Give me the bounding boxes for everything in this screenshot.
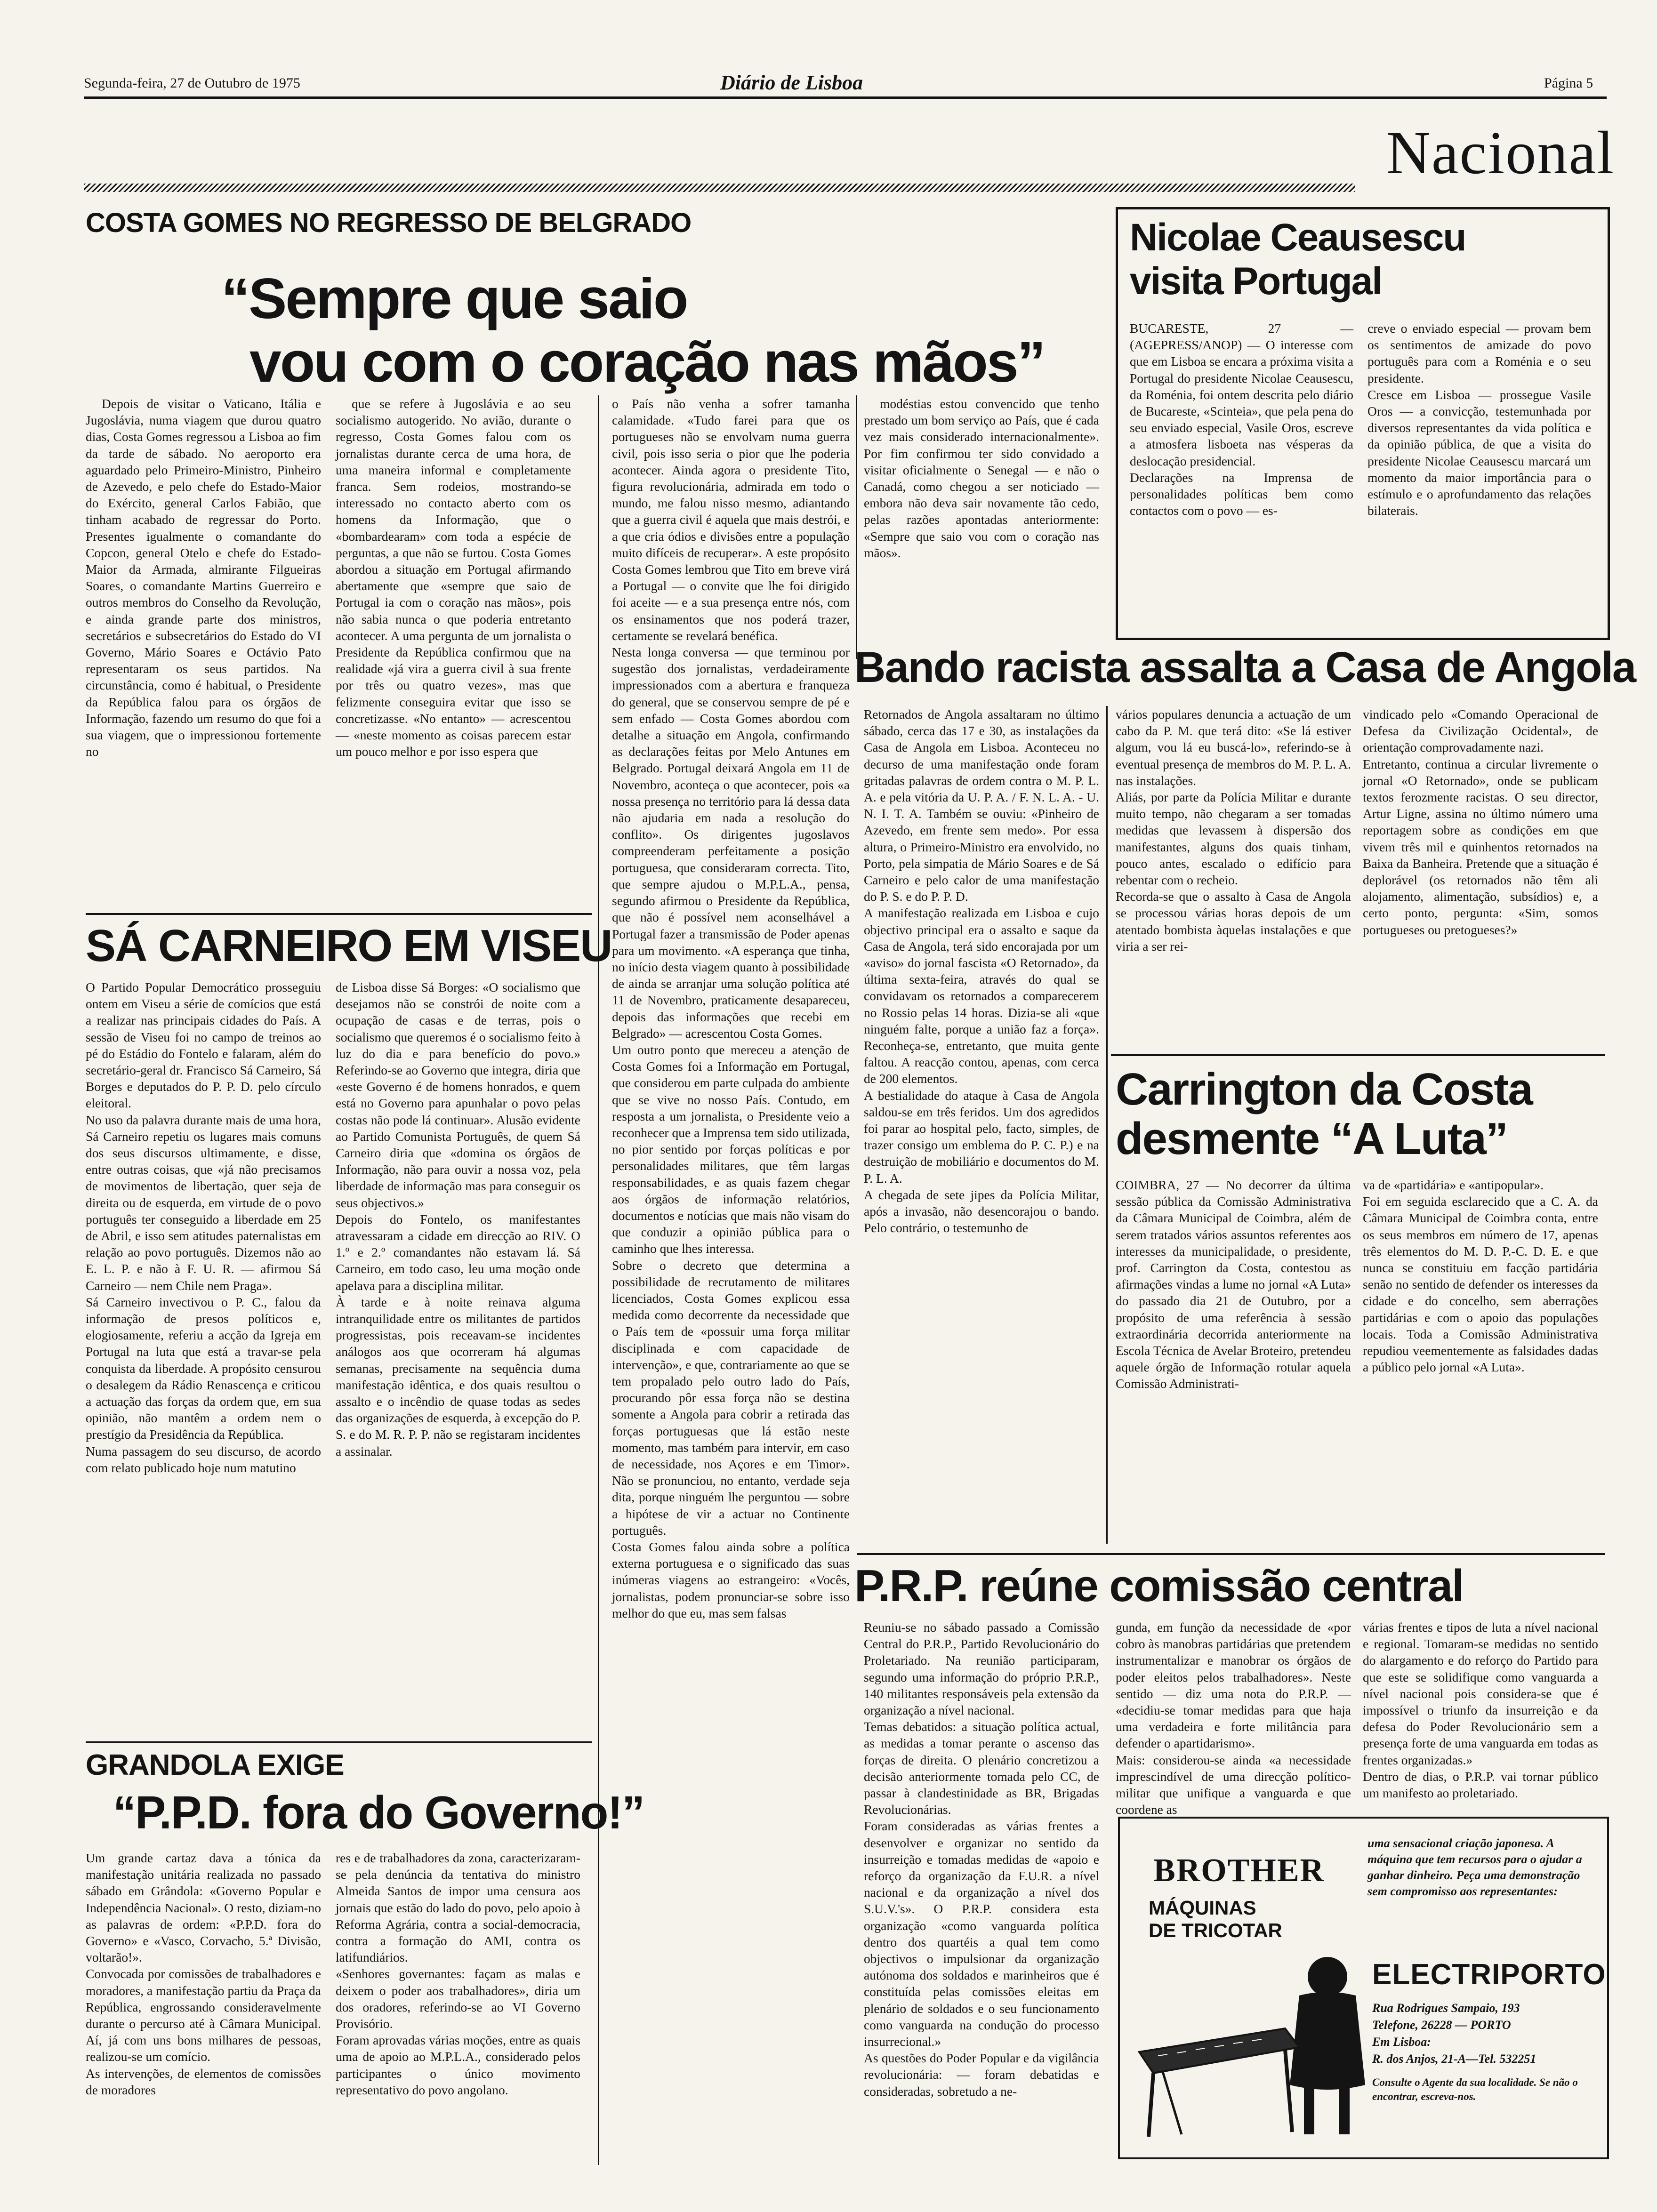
ceausescu-headline-1: Nicolae Ceausescu: [1130, 216, 1466, 259]
knitting-machine-illustration: [1130, 1948, 1393, 2146]
costa-gomes-col-2: que se refere à Jugoslávia e ao seu socialismo autogerido. No avião, durante o regresso, Costa Gomes falou com os jornalistas durante cerca de uma hora, de uma maneira informal e completamente franca. Sem rodeios, mostrando-se interessado no contacto aberto com os homens da Informação, que o «bombardearam» com toda a espécie de perguntas, a que não se furtou. Costa Gomes abordou a situação em Portugal afirmando abertamente que «sempre que saio de Portugal ia com o coração nas mãos», pois não sabia nunca o que poderia entretanto acontecer. A uma pergunta de um jornalista o Presidente da República confirmou que na realidade «já vira a guerra civil à sua frente por três ou quatro vezes», mas que felizmente conseguira evitar que isso se concretizasse. «No entanto» — acrescentou — «neste momento as coisas parecem estar um pouco melhor e por isso espera que: [336, 396, 571, 759]
grandola-col-2: res e de trabalhadores da zona, caracterizaram-se pela denúncia da tentativa do ministro Almeida Santos de impor uma censura aos jornais que estão do lado do povo, pelo apoio à Reforma Agrária, contra a social-democracia, contra a formação do AMI, contra os latifundiários. «Senhores governantes: façam as malas e deixem o poder aos trabalhadores», diria um dos oradores, referindo-se ao VI Governo Provisório. Foram aprovadas várias moções, entre as quais uma de apoio ao M.P.L.A., considerado pelos participantes o único movimento representativo do povo angolano.: [336, 1851, 580, 2097]
ceausescu-col-2: creve o enviado especial — provam bem os sentimentos de amizade do povo português para com a Roménia e o seu presidente. Cresce em Lisboa — prossegue Vasile Oros — a convicção, testemunhada por diversos representantes da vida política e da opinião pública, de que a visita do presidente Nicolae Ceausescu marcará um momento da maior importância para o estímulo e o aprofundamento das relações bilaterais.: [1367, 321, 1591, 518]
prp-col-1: Reuniu-se no sábado passado a Comissão Central do P.R.P., Partido Revolucionário do Proletariado. Na reunião participaram, segundo uma informação do próprio P.R.P., 140 militantes responsáveis pela extensão da organização a nível nacional. Temas debatidos: a situação política actual, as medidas a tomar perante o ascenso das forças de direita. O plenário concretizou a decisão anteriormente tomada pelo CC, de passar à clandestinidade as BR, Brigadas Revolucionárias. Foram consideradas as várias frentes a desenvolver e organizar no sentido da insurreição e tomadas medidas de «apoio e reforço da organização da F.U.R. a nível nacional e da organização a nível dos S.U.V.'s». O P.R.P. considera esta organização «como vanguarda política dentro dos quartéis a qual tem como objectivos o impulsionar da organização autónoma dos soldados e marinheiros que é constituída pelas comissões eleitas em plenário de soldados e o seu funcionamento como vanguarda na condução do processo insurrecional.» As questões do Poder Popular e da vigilância revolucionária: — foram debatidas e consideradas, sobretudo a ne-: [864, 1620, 1099, 2099]
carrington-headline-1: Carrington da Costa: [1116, 1064, 1532, 1114]
prp-headline: P.R.P. reúne comissão central: [854, 1561, 1464, 1611]
advert-brand: BROTHER: [1153, 1852, 1325, 1889]
grandola-col-1: Um grande cartaz dava a tónica da manifestação unitária realizada no passado sábado em Grândola: «Governo Popular e Independência Nacional». O resto, diziam-no as palavras de ordem: «P.P.D. fora do Governo» e «Vasco, Corvacho, 5.ª Divisão, voltarão!». Convocada por comissões de trabalhadores e moradores, a manifestação partiu da Praça da República, engrossando consideravelmente durante o percurso até à Câmara Municipal. Aí, já com uns bons milhares de pessoas, realizou-se um comício. As intervenções, de elementos de comissões de moradores: [86, 1851, 321, 2097]
advert-address-3: Em Lisboa:: [1372, 2035, 1431, 2049]
advert-footer: Consulte o Agente da sua localidade. Se não o encontrar, escreva-nos.: [1372, 2076, 1578, 2102]
advert-address-4: R. dos Anjos, 21-A—Tel. 532251: [1372, 2052, 1536, 2066]
col-divider: [1106, 706, 1108, 1544]
bando-col-1: Retornados de Angola assaltaram no último sábado, cerca das 17 e 30, as instalações da Casa de Angola em Lisboa. Aconteceu no decurso de uma manifestação onde foram gritadas palavras de ordem contra o M. P. L. A. e pela vitória da U. P. A. / F. N. L. A. - U. N. I. T. A. Também se ouviu: «Pinheiro de Azevedo, em frente sem medo». Por essa altura, o Primeiro-Ministro era envolvido, no Porto, pela simpatia de Mário Soares e de Sá Carneiro e pelo calor de uma manifestação do P. S. e do P. P. D. A manifestação realizada em Lisboa e cujo objectivo principal era o assalto e saque da Casa de Angola, terá sido encorajada por um «aviso» do jornal fascista «O Retornado», da última sexta-feira, através do qual se convidavam os retornados a comparecerem no Rossio pelas 14 horas. Dizia-se ali «que ninguém falte, porque a união faz a força». Reconheça-se, entretanto, que muita gente faltou. A reacção contou, apenas, com cerca de 200 elementos. A bestialidade do ataque à Casa de Angola saldou-se em três feridos. Um dos agredidos foi parar ao hospital pelo, facto, simples, de trazer consigo um emblema do P. C. P.) e na destruição de mobiliário e documentos do M. P. L. A. A chegada de sete jipes da Polícia Militar, após a invasão, não desencorajou o bando. Pelo contrário, o testemunho de: [864, 707, 1099, 1235]
prp-col-2: gunda, em função da necessidade de «por cobro às manobras partidárias que pretendem instrumentalizar e manobrar os órgãos de poder eleitos pelos trabalhadores». Neste sentido — diz uma nota do P.R.P. — «decidiu-se tomar medidas para que haja uma verdadeira e forte militância para defender o apartidarismo». Mais: considerou-se ainda «a necessidade imprescindível de uma direcção político-militar que unifique a vanguarda e que coordene as: [1116, 1620, 1351, 1817]
issue-date: Segunda-feira, 27 de Outubro de 1975: [84, 75, 300, 91]
costa-gomes-col-4: modéstias estou convencido que tenho prestado um bom serviço ao País, que é cada vez mais considerado internacionalmente». Por fim confirmou ter sido convidado a visitar oficialmente o Senegal — e não o Canadá, como chegou a ser noticiado — embora não deva sair novamente tão cedo, pelas razões apontadas anteriormente: «Sempre que saio vou com o coração nas mãos».: [864, 396, 1099, 560]
col-divider: [598, 395, 599, 2165]
advert-address-2: Telefone, 26228 — PORTO: [1372, 2018, 1511, 2032]
masthead: Diário de Lisboa: [720, 71, 863, 94]
costa-gomes-col-3: o País não venha a sofrer tamanha calamidade. «Tudo farei para que os portugueses não se envolvam numa guerra civil, pois isso seria o pior que lhe poderia acontecer. Ainda agora o presidente Tito, figura revolucionária, admirada em todo o mundo, me falou nisso mesmo, adiantando que a guerra civil é aquela que mais destrói, e a que cria ódios e divisões entre a população muito difíceis de recuperar». A este propósito Costa Gomes lembrou que Tito em breve virá a Portugal — o convite que lhe foi dirigido foi aceite — e a sua presença entre nós, com os ensinamentos que nos poderá trazer, certamente se revelará benéfica. Nesta longa conversa — que terminou por sugestão dos jornalistas, verdadeiramente impressionados com a abertura e franqueza do general, que se conservou sempre de pé e sem enfado — Costa Gomes abordou com detalhe a situação em Angola, confirmando as declarações feitas por Melo Antunes em Belgrado. Portugal deixará Angola em 11 de Novembro, aconteça o que acontecer, pois «a nossa presença no território para lá dessa data não ajudaria em nada a resolução do conflito». Os dirigentes jugoslavos compreenderam perfeitamente a posição portuguesa, que consideraram correcta. Tito, que sempre ajudou o M.P.L.A., pensa, segundo afirmou o Presidente da República, que não é possível nem aconselhável a Portugal fazer a transmissão de Poder apenas para um movimento. «A esperança que tinha, no início desta viagem quanto à possibilidade de ainda se arranjar uma solução política até 11 de Novembro, praticamente desapareceu, depois das informações que recebi em Belgrado» — acrescentou Costa Gomes. Um outro ponto que mereceu a atenção de Costa Gomes foi a Informação em Portugal, que considerou em parte culpada do ambiente que se vive no nosso País. Contudo, em resposta a um jornalista, o Presidente veio a reconhecer que a Imprensa tem sido utilizada, no pior sentido por forças políticas e por personalidades militares, que têm largas responsabilidades, e as quais fazem chegar aos órgãos de informação relatórios, documentos e notícias que mais não visam do que conduzir a opinião pública para o caminho que lhes interessa. Sobre o decreto que determina a possibilidade de recrutamento de militares licenciados, Costa Gomes explicou essa medida como decorrente da necessidade que o País tem de «possuir uma força militar disciplinada e com capacidade de intervenção», e que, contrariamente ao que se tem propalado pelo outro lado do País, procurando pôr essa força não se destina somente a Angola para cobrir a retirada das forças portuguesas que lá estão neste momento, mas também para intervir, em caso de necessidade, nos Açores e em Timor». Não se pronunciou, no entanto, verdade seja dita, porque ninguém lhe perguntou — sobre a hipótese de vir a actuar no Continente português. Costa Gomes falou ainda sobre a política externa portuguesa e o significado das suas inúmeras viagens ao estrangeiro: «Vocês, jornalistas, podem pronunciar-se sobre isso melhor do que eu, mas sem falsas: [612, 396, 850, 1620]
section-title: Nacional: [1386, 119, 1615, 187]
section-divider: [86, 913, 592, 915]
advert-address-1: Rua Rodrigues Sampaio, 193: [1372, 2001, 1520, 2015]
advert-dealer: ELECTRIPORTO: [1372, 1958, 1606, 1991]
costa-gomes-headline-2: vou com o coração nas mãos”: [249, 330, 1045, 394]
section-divider: [1111, 1054, 1605, 1056]
carrington-col-1: COIMBRA, 27 — No decorrer da última sessão pública da Comissão Administrativa da Câmara Municipal de Coimbra, além de serem tratados vários assuntos referentes aos interesses da municipalidade, o presidente, prof. Carrington da Costa, contestou as afirmações vindas a lume no jornal «A Luta» do passado dia 21 de Outubro, por a propósito de uma referência à sessão extraordinária decorrida anteriormente na Escola Técnica de Avelar Broteiro, pretendeu aquele órgão de Informação rotular aquela Comissão Administrati-: [1116, 1178, 1351, 1391]
sa-carneiro-col-2: de Lisboa disse Sá Borges: «O socialismo que desejamos não se constrói de noite com a ocupação de casas e de terras, pois o socialismo que queremos é o socialismo feito à luz do dia e para benefício do povo.» Referindo-se ao Governo que integra, diria que «este Governo é de homens honrados, e quem está no Governo para apunhalar o povo pelas costas não pode lá continuar». Alusão evidente ao Partido Comunista Português, de quem Sá Carneiro diria que «domina os órgãos de Informação, não para ouvir a nossa voz, pela liberdade de informação mas para conseguir os seus objectivos.» Depois do Fontelo, os manifestantes atravessaram a cidade em direcção ao RIV. O 1.º e 2.º comandantes não estavam lá. Sá Carneiro, em todo caso, leu uma moção onde apelava para a disciplina militar. À tarde e à noite reinava alguma intranquilidade entre os militantes de partidos progressistas, pois receavam-se incidentes análogos aos que ocorreram há algumas semanas, precisamente na sequência duma manifestação idêntica, e dos quais resultou o assalto e o incêndio de quase todas as sedes das organizações de esquerda, à excepção do P. S. e do M. R. P. P. não se registaram incidentes a assinalar.: [336, 980, 580, 1459]
header-rule: [84, 96, 1607, 99]
bando-col-2: vários populares denuncia a actuação de um cabo da P. M. que terá dito: «Se lá estiver algum, vou lá eu buscá-lo», referindo-se à eventual presença de membros do M. P. L. A. nas instalações. Aliás, por parte da Polícia Militar e durante muito tempo, não chegaram a ser tomadas medidas que levassem à dispersão dos manifestantes, alguns dos quais tinham, pouco antes, escalado o edifício para rebentar com o recheio. Recorda-se que o assalto à Casa de Angola se processou várias horas depois de um atentado bombista àquelas instalações e que viria a ser rei-: [1116, 707, 1351, 954]
sa-carneiro-col-1: O Partido Popular Democrático prosseguiu ontem em Viseu a série de comícios que está a realizar nas principais cidades do País. A sessão de Viseu foi no campo de treinos ao pé do Estádio do Fontelo e falaram, além do secretário-geral dr. Francisco Sá Carneiro, Sá Borges e deputados do P. P. D. pelo círculo eleitoral. No uso da palavra durante mais de uma hora, Sá Carneiro repetiu os lugares mais comuns dos seus discursos ultimamente, e disse, entre outras coisas, que «já não precisamos de movimentos de libertação, quer seja de direita ou de esquerda, em virtude de o povo português ter conseguido a liberdade em 25 de Abril, e isso sem atitudes paternalistas em relação ao povo português. Dizemos não ao E. L. P. e não à F. U. R. — afirmou Sá Carneiro — nem Chile nem Praga». Sá Carneiro invectivou o P. C., falou da informação de presos políticos e, elogiosamente, referiu a acção da Igreja em Portugal na luta que está a travar-se pela conquista da liberdade. A propósito censurou o desalegem da Rádio Renascença e criticou a actuação das forças da ordem que, em sua opinião, não mantêm a ordem nem o prestígio da Presidência da República. Numa passagem do seu discurso, de acordo com relato publicado hoje num matutino: [86, 980, 321, 1475]
section-divider: [86, 1741, 592, 1743]
grandola-headline: “P.P.D. fora do Governo!”: [113, 1787, 644, 1838]
costa-gomes-kicker: COSTA GOMES NO REGRESSO DE BELGRADO: [86, 208, 692, 238]
col-divider: [856, 395, 857, 659]
advert-product-2: DE TRICOTAR: [1149, 1919, 1282, 1941]
carrington-col-2: va de «partidária» e «antipopular». Foi em seguida esclarecido que a C. A. da Câmara Municipal de Coimbra conta, entre os seus membros em número de 17, apenas três elementos do M. D. P.-C. D. E. e que nunca se constituiu em facção partidária senão no sentido de defender os interesses da cidade e do concelho, sem aberrações partidárias e com o apoio das populações locais. Toda a Comissão Administrativa repudiou veementemente as falsidades dadas a público pelo jornal «A Luta».: [1363, 1178, 1598, 1375]
bando-col-3: vindicado pelo «Comando Operacional de Defesa da Civilização Ocidental», de orientação comprovadamente nazi. Entretanto, continua a circular livremente o jornal «O Retornado», onde se publicam textos ferozmente racistas. O seu director, Artur Ligne, assina no último número uma reportagem sobre as condições em que vivem três mil e quinhentos retornados na Baixa da Banheira. Pretende que a situação é deplorável (os retornados não têm ali alojamento, alimentação, subsídios) e, a certo ponto, pergunta: «Sim, somos portugueses ou pretogueses?»: [1363, 707, 1598, 937]
advert-product-1: MÁQUINAS: [1149, 1897, 1256, 1919]
section-hatch: [84, 184, 1355, 192]
section-divider: [857, 1553, 1605, 1555]
grandola-kicker: GRANDOLA EXIGE: [86, 1749, 344, 1781]
page-number: Página 5: [1544, 75, 1593, 91]
sa-carneiro-headline: SÁ CARNEIRO EM VISEU: [86, 921, 612, 971]
ceausescu-col-1: BUCARESTE, 27 — (AGEPRESS/ANOP) — O interesse com que em Lisboa se encara a próxima visita a Portugal do presidente Nicolae Ceausescu, da Roménia, foi ontem descrita pelo diário de Bucareste, «Scinteia», que pela pena do seu enviado especial, Vasile Oros, escreve a atmosfera lisboeta nas vésperas da deslocação presidencial. Declarações na Imprensa de personalidades políticas bem como contactos com o povo — es-: [1130, 321, 1353, 518]
costa-gomes-col-1: Depois de visitar o Vaticano, Itália e Jugoslávia, numa viagem que durou quatro dias, Costa Gomes regressou a Lisboa ao fim da tarde de sábado. No aeroporto era aguardado pelo Primeiro-Ministro, Pinheiro de Azevedo, e pelo chefe do Estado-Maior do Exército, general Carlos Fabião, que tinham acabado de regressar do Porto. Presentes igualmente o comandante do Copcon, general Otelo e chefe do Estado-Maior da Armada, almirante Filgueiras Soares, o comandante Martins Guerreiro e outros membros do Conselho da Revolução, e ainda grande parte dos ministros, secretários e subsecretários do Estado do VI Governo, Mário Soares e Octávio Pato representaram os seus partidos. Na circunstância, como é habitual, o Presidente da República falou para os órgãos de Informação, fazendo um resumo do que foi a sua viagem, que o impressionou fortemente no: [86, 396, 321, 759]
bando-headline: Bando racista assalta a Casa de Angola: [854, 643, 1636, 691]
ceausescu-headline-2: visita Portugal: [1130, 260, 1382, 303]
advert-pitch: uma sensacional criação japonesa. A máquina que tem recursos para o ajudar a ganhar dinheiro. Peça uma demonstração sem compromisso aos representantes:: [1367, 1836, 1582, 1898]
costa-gomes-headline-1: “Sempre que saio: [221, 266, 687, 330]
carrington-headline-2: desmente “A Luta”: [1116, 1114, 1507, 1164]
prp-col-3: várias frentes e tipos de luta a nível nacional e regional. Tomaram-se medidas no sentido do alargamento e do reforço do Partido para que este se solidifique como vanguarda a nível nacional pois considera-se que é impossível o triunfo da insurreição e da defesa do Poder Revolucionário sem a presença forte de uma vanguarda em todas as frentes organizadas.» Dentro de dias, o P.R.P. vai tornar público um manifesto ao proletariado.: [1363, 1620, 1598, 1801]
